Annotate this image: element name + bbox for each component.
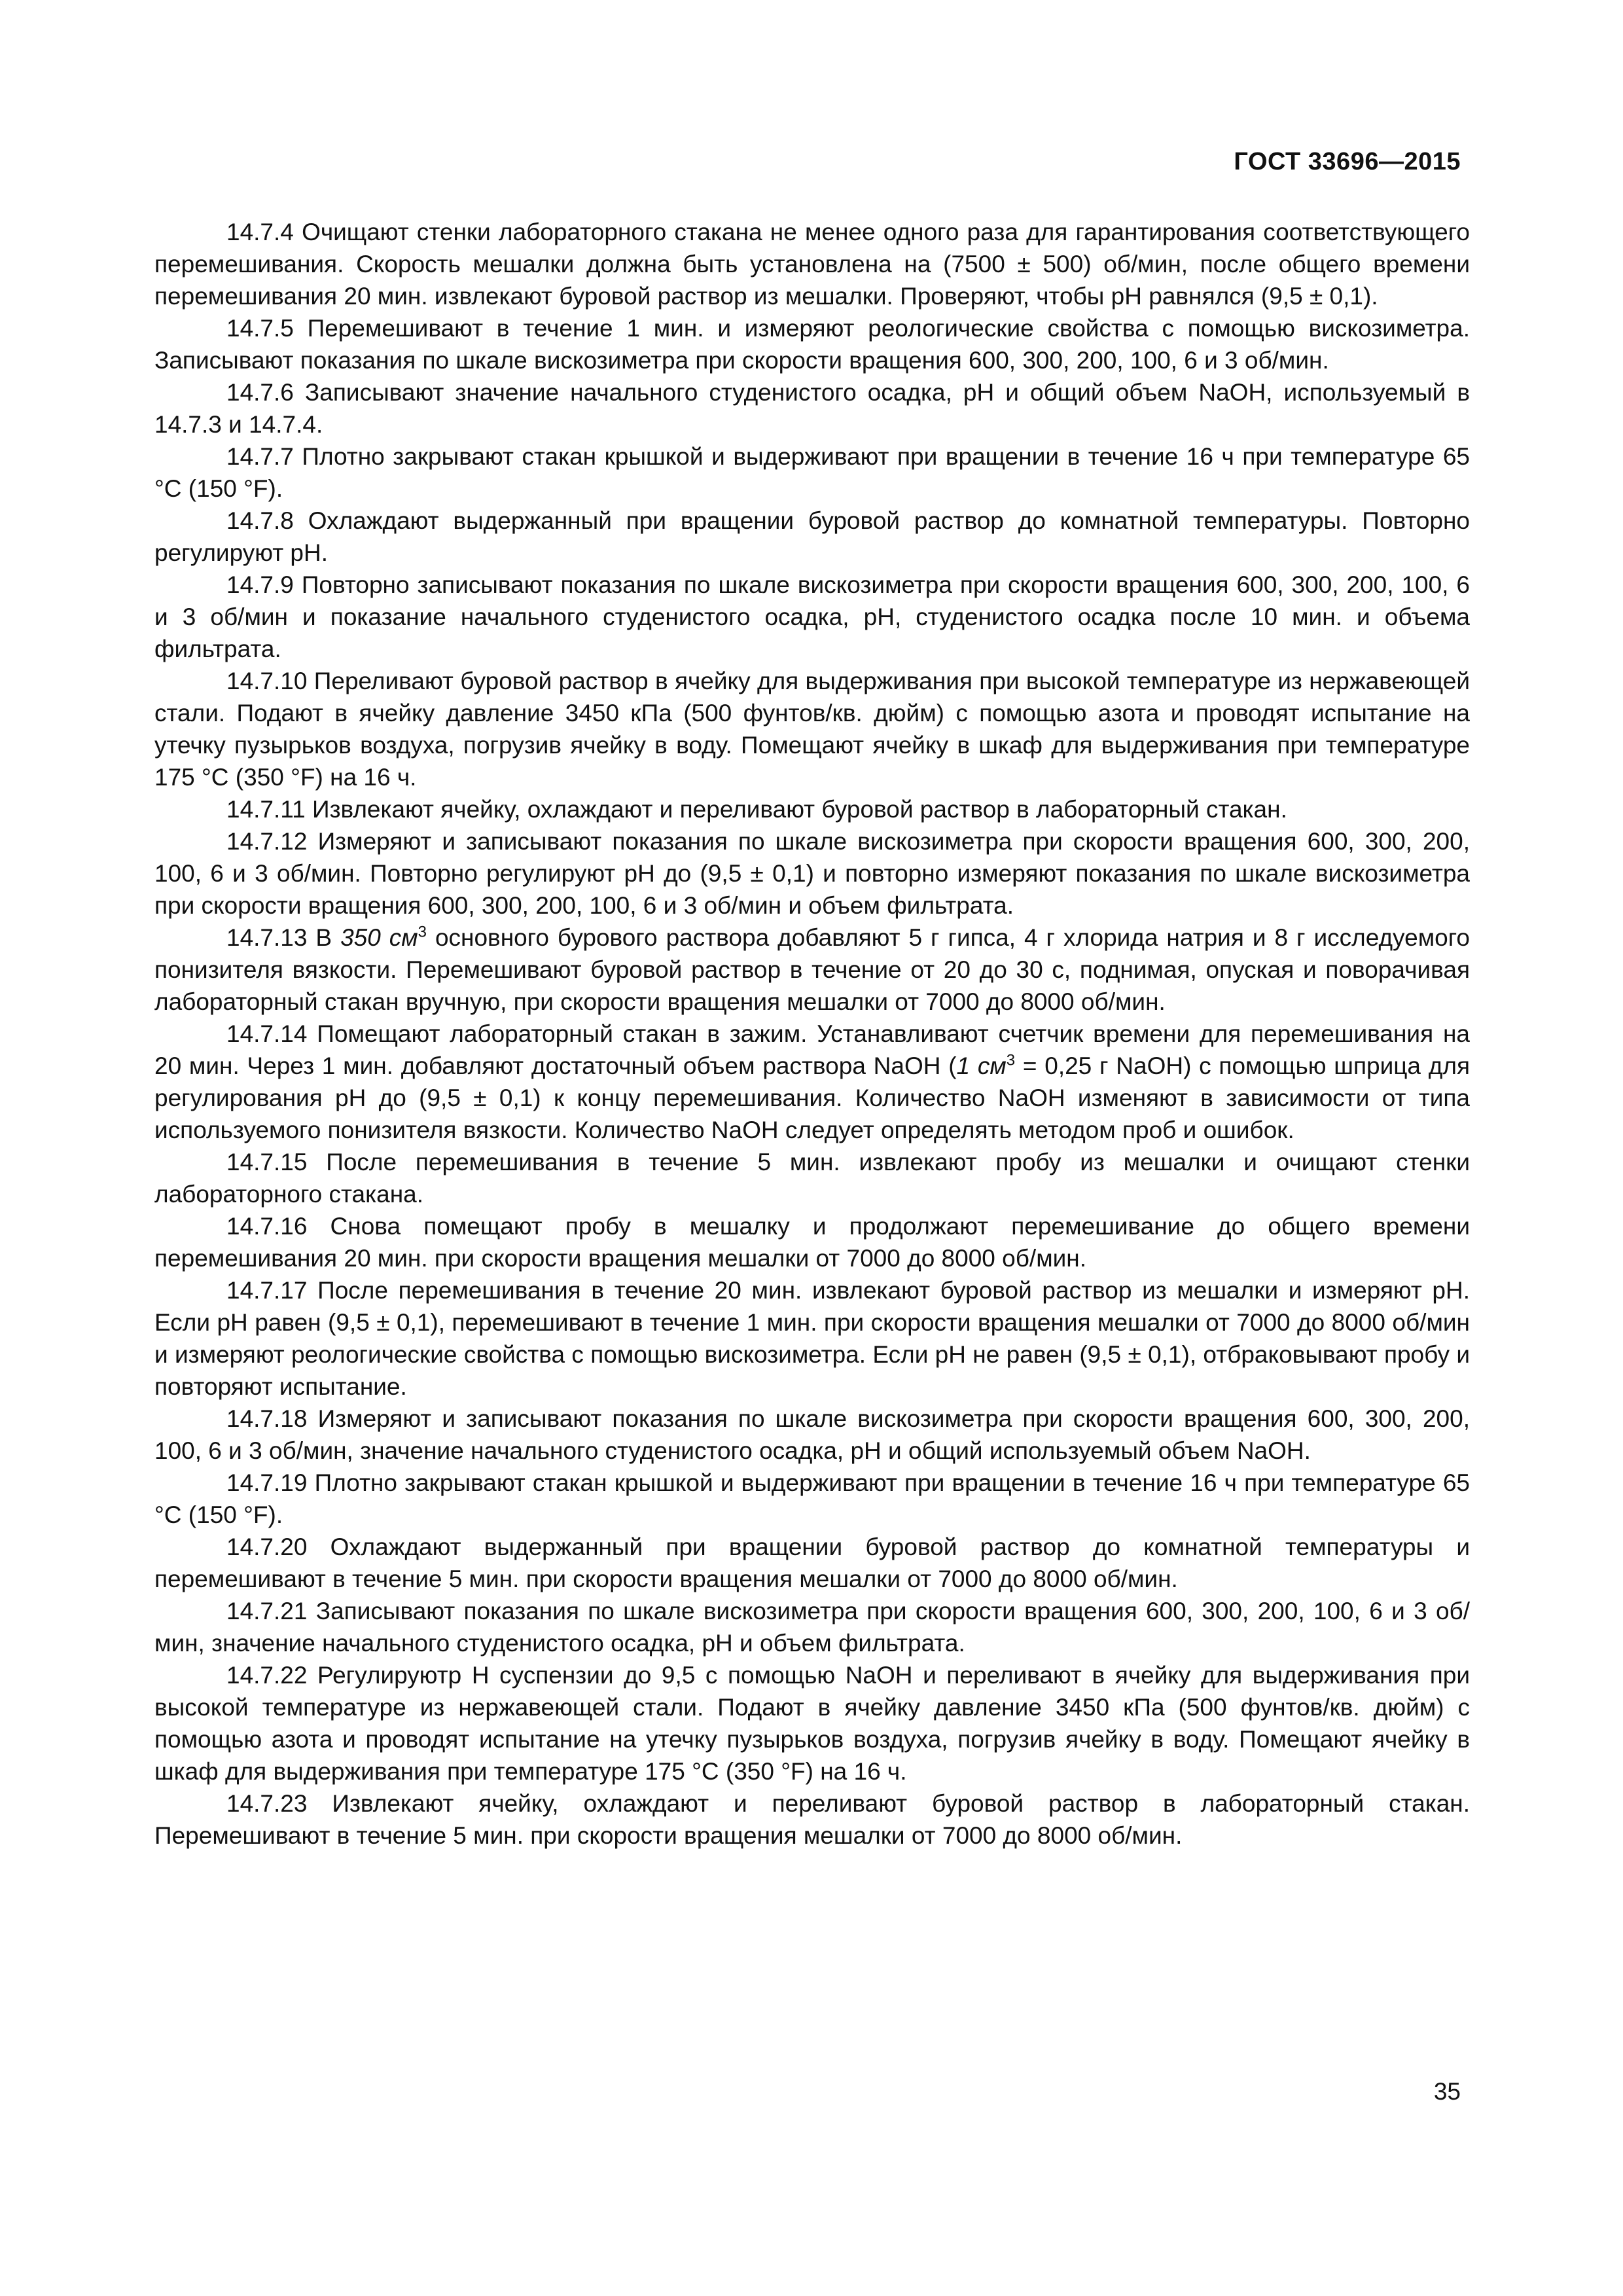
clause-14-7-18: 14.7.18 Измеряют и записывают показания по шкале вискозиметра при скорости вращения 600, 300, 200, 100, 6 и 3 об/мин, значение начального студенистого осадка, pH и общий используемый объем NaOH. <box>154 1405 1470 1464</box>
clause-14-7-22: 14.7.22 Регулируютр Н суспензии до 9,5 с помощью NaOH и переливают в ячейку для выдерживания при высокой температуре из нержавеющей стали. Подают в ячейку давление 3450 кПа (500 фунтов/кв. дюйм) с помощью азота и проводят испытание на утечку пузырьков воздуха, погрузив ячейку в воду. Помещают ячейку в шкаф для выдерживания при температуре 175 °С (350 °F) на 16 ч. <box>154 1662 1470 1785</box>
clause-14-7-9: 14.7.9 Повторно записывают показания по шкале вискозиметра при скорости вращения 600, 300, 200, 100, 6 и 3 об/мин и показание начального студенистого осадка, pH, студенистого осадка после 10 мин. и объема фильтрата. <box>154 571 1470 662</box>
clause-14-7-20: 14.7.20 Охлаждают выдержанный при вращении буровой раствор до комнатной температуры и перемешивают в течение 5 мин. при скорости вращения мешалки от 7000 до 8000 об/мин. <box>154 1534 1470 1592</box>
document-id-header: ГОСТ 33696—2015 <box>1234 148 1461 175</box>
page-number: 35 <box>1433 2078 1461 2105</box>
clause-14-7-10: 14.7.10 Переливают буровой раствор в ячейку для выдерживания при высокой температуре из нержавеющей стали. Подают в ячейку давление 3450 кПа (500 фунтов/кв. дюйм) с помощью азота и проводят испытание на утечку пузырьков воздуха, погрузив ячейку в воду. Помещают ячейку в шкаф для выдерживания при температуре 175 °С (350 °F) на 16 ч. <box>154 668 1470 791</box>
clause-14-7-17: 14.7.17 После перемешивания в течение 20 мин. извлекают буровой раствор из мешалки и измеряют pH. Если pH равен (9,5 ± 0,1), перемешивают в течение 1 мин. при скорости вращения мешалки от 7000 до 8000 об/мин и измеряют реологические свойства с помощью вискозиметра. Если pH не равен (9,5 ± 0,1), отбраковывают пробу и повторяют испытание. <box>154 1277 1470 1400</box>
clause-14-7-12: 14.7.12 Измеряют и записывают показания по шкале вискозиметра при скорости вращения 600, 300, 200, 100, 6 и 3 об/мин. Повторно регулируют pH до (9,5 ± 0,1) и повторно измеряют показания по шкале вискозиметра при скорости вращения 600, 300, 200, 100, 6 и 3 об/мин и объем фильтрата. <box>154 828 1470 919</box>
clause-14-7-13: 14.7.13 В 350 $см^3$ основного бурового раствора добавляют 5 г гипса, 4 г хлорида натрия и 8 г исследуемого понизителя вязкости. Перемешивают буровой раствор в течение от 20 до 30 с, поднимая, опуская и поворачивая лабораторный стакан вручную, при скорости вращения мешалки от 7000 до 8000 об/мин. <box>154 923 1470 1015</box>
clause-14-7-4: 14.7.4 Очищают стенки лабораторного стакана не менее одного раза для гарантирования соответствующего перемешивания. Скорость мешалки должна быть установлена на (7500 ± 500) об/мин, после общего времени перемешивания 20 мин. извлекают буровой раствор из мешалки. Проверяют, чтобы pH равнялся (9,5 ± 0,1). <box>154 219 1470 310</box>
clause-14-7-23: 14.7.23 Извлекают ячейку, охлаждают и переливают буровой раствор в лабораторный стакан. Перемешивают в течение 5 мин. при скорости вращения мешалки от 7000 до 8000 об/мин. <box>154 1790 1470 1849</box>
clause-14-7-8: 14.7.8 Охлаждают выдержанный при вращении буровой раствор до комнатной температуры. Повторно регулируют pH. <box>154 507 1470 566</box>
document-body <box>154 216 1470 1852</box>
clause-14-7-21: 14.7.21 Записывают показания по шкале вискозиметра при скорости вращения 600, 300, 200, 100, 6 и 3 об/мин, значение начального студенистого осадка, pH и объем фильтрата. <box>154 1598 1470 1657</box>
clause-14-7-7: 14.7.7 Плотно закрывают стакан крышкой и выдерживают при вращении в течение 16 ч при температуре 65 °С (150 °F). <box>154 443 1470 502</box>
clause-14-7-15: 14.7.15 После перемешивания в течение 5 мин. извлекают пробу из мешалки и очищают стенки лабораторного стакана. <box>154 1149 1470 1208</box>
clause-14-7-14: 14.7.14 Помещают лабораторный стакан в зажим. Устанавливают счетчик времени для перемешивания на 20 мин. Через 1 мин. добавляют достаточный объем раствора NaOH (1 $см^3 = 0,25$ г NaOH) с помощью шприца для регулирования pH до (9,5 ± 0,1) к концу перемешивания. Количество NaOH изменяют в зависимости от типа используемого понизителя вязкости. Количество NaOH следует определять методом проб и ошибок. <box>154 1020 1470 1143</box>
clause-14-7-16: 14.7.16 Снова помещают пробу в мешалку и продолжают перемешивание до общего времени перемешивания 20 мин. при скорости вращения мешалки от 7000 до 8000 об/мин. <box>154 1213 1470 1272</box>
clause-14-7-11: 14.7.11 Извлекают ячейку, охлаждают и переливают буровой раствор в лабораторный стакан. <box>226 796 1287 823</box>
clause-14-7-19: 14.7.19 Плотно закрывают стакан крышкой и выдерживают при вращении в течение 16 ч при температуре 65 °С (150 °F). <box>154 1469 1470 1528</box>
clause-14-7-6: 14.7.6 Записывают значение начального студенистого осадка, pH и общий объем NaOH, используемый в 14.7.3 и 14.7.4. <box>154 379 1470 438</box>
clause-14-7-5: 14.7.5 Перемешивают в течение 1 мин. и измеряют реологические свойства с помощью вискозиметра. Записывают показания по шкале вискозиметра при скорости вращения 600, 300, 200, 100, 6 и 3 об/мин. <box>154 315 1470 374</box>
